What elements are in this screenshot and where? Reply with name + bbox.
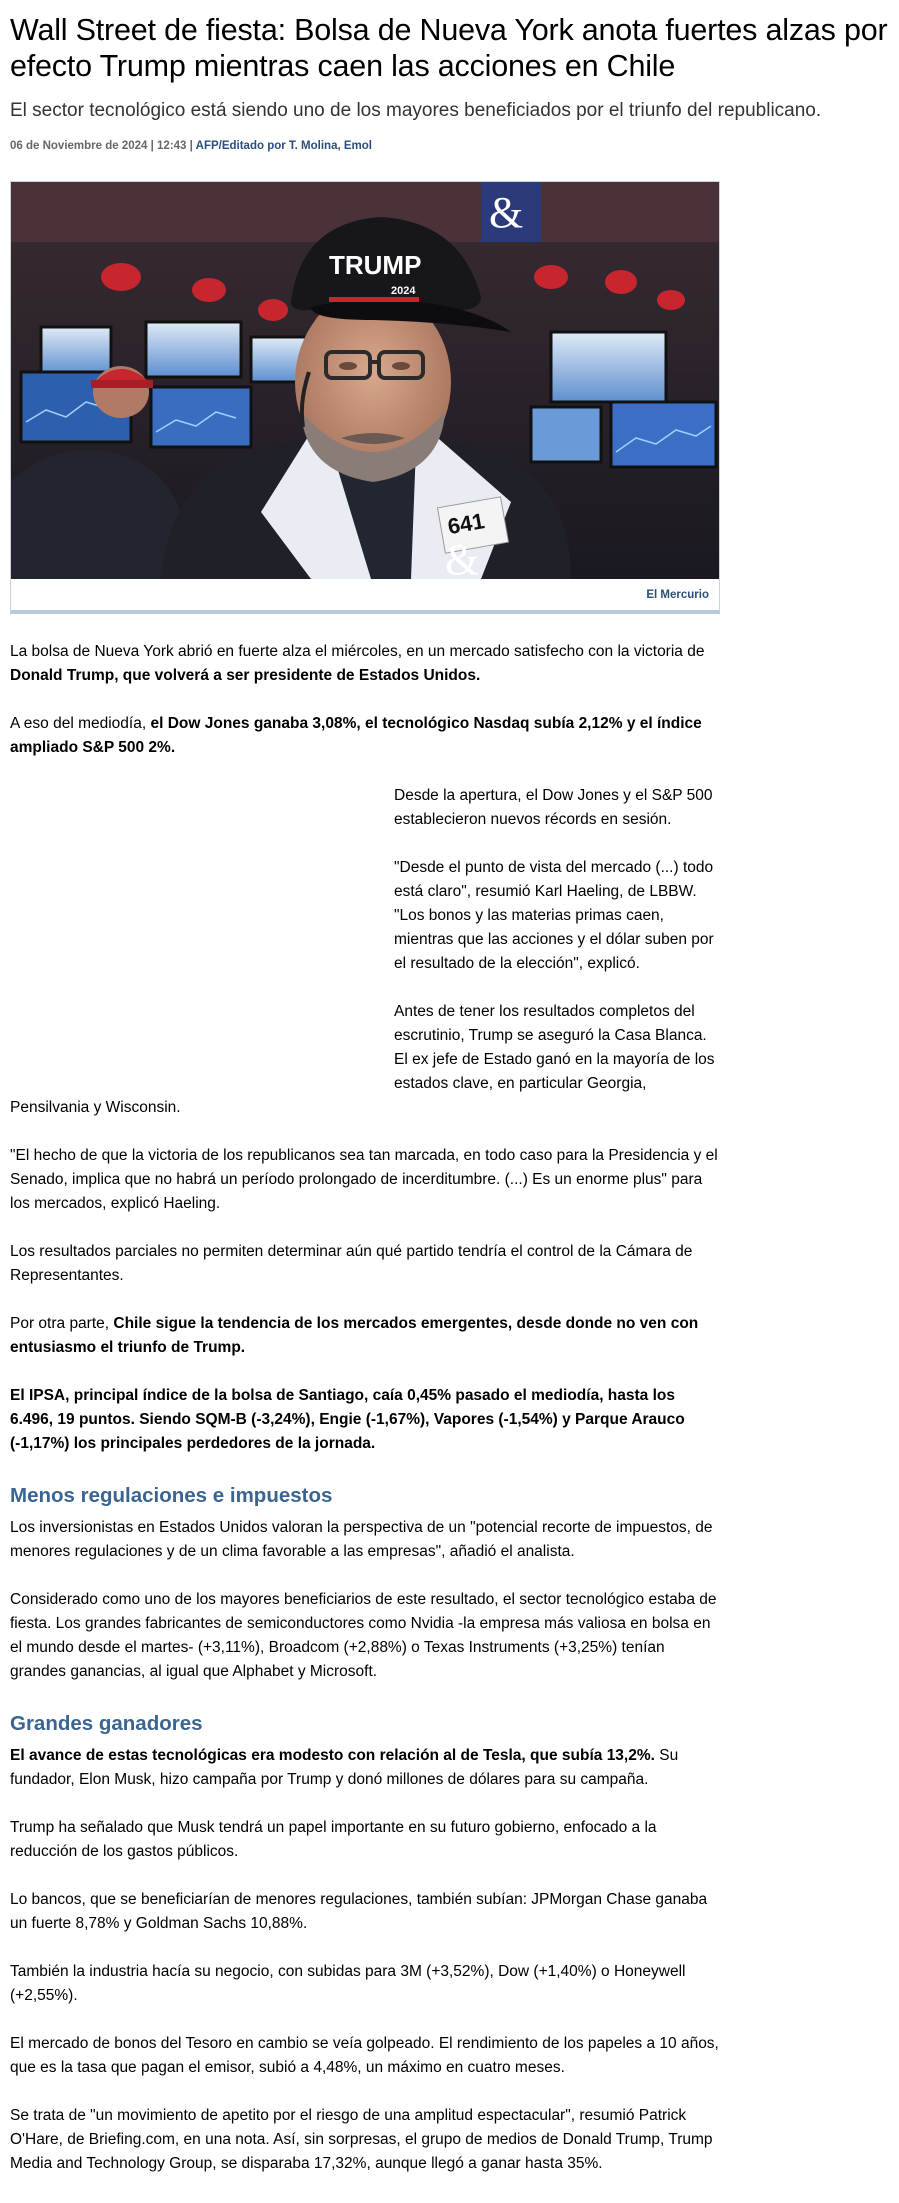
paragraph: Por otra parte, Chile sigue la tendencia de los mercados emergentes, desde donde no ven con entusiasmo el triunfo de Trump. (10, 1315, 699, 1356)
article-body (10, 640, 722, 2200)
cap-text: TRUMP (329, 250, 422, 280)
svg-text:&: & (445, 535, 480, 579)
article-date: 06 de Noviembre de 2024 | 12:43 | (10, 140, 196, 152)
paragraph: El mercado de bonos del Tesoro en cambio se veía golpeado. El rendimiento de los papeles a 10 años, que es la tasa que pagan el emisor, subió a 4,48%, un máximo en cuatro meses. (10, 2035, 719, 2076)
paragraph: El IPSA, principal índice de la bolsa de Santiago, caía 0,45% pasado el mediodía, hasta los 6.496, 19 puntos. Siendo SQM-B (-3,24%), Engie (-1,67%), Vapores (-1,54%) y Parque Arauco (-1,17%) los principales perdedores de la jornada. (10, 1387, 685, 1452)
paragraph: "Desde el punto de vista del mercado (...) todo está claro", resumió Karl Haeling, de LBBW. "Los bonos y las materias primas caen, mientras que las acciones y el dólar suben por el resultado de la elección", explicó. (394, 859, 714, 972)
article-figure (10, 181, 720, 614)
paragraph: Los inversionistas en Estados Unidos valoran la perspectiva de un "potencial recorte de impuestos, de menores regulaciones y de un clima favorable a las empresas", añadió el analista. (10, 1519, 713, 1560)
article-author-link[interactable]: AFP/Editado por T. Molina, Emol (195, 140, 372, 152)
paragraph: Lo bancos, que se beneficiarían de menores regulaciones, también subían: JPMorgan Chase ganaba un fuerte 8,78% y Goldman Sachs 10,88%. (10, 1891, 708, 1932)
paragraph: También la industria hacía su negocio, con subidas para 3M (+3,52%), Dow (+1,40%) o Honeywell (+2,55%). (10, 1963, 686, 2004)
paragraph: Los resultados parciales no permiten determinar aún qué partido tendría el control de la Cámara de Representantes. (10, 1243, 693, 1284)
svg-text:&: & (489, 188, 524, 237)
paragraph: Desde la apertura, el Dow Jones y el S&P 500 establecieron nuevos récords en sesión. (394, 787, 713, 828)
article-meta (10, 140, 372, 152)
photo-credit: El Mercurio (646, 589, 709, 601)
paragraph: A eso del mediodía, el Dow Jones ganaba 3,08%, el tecnológico Nasdaq subía 2,12% y el índice ampliado S&P 500 2%. (10, 715, 702, 756)
paragraph: La bolsa de Nueva York abrió en fuerte alza el miércoles, en un mercado satisfecho con la victoria de Donald Trump, que volverá a ser presidente de Estados Unidos. (10, 643, 705, 684)
paragraph: Se trata de "un movimiento de apetito por el riesgo de una amplitud espectacular", resumió Patrick O'Hare, de Briefing.com, en una nota. Así, sin sorpresas, el grupo de medios de Donald Trump, Trump Media and Technology Group, se disparaba 17,32%, aunque llegó a ganar hasta 35%. (10, 2107, 713, 2172)
article-subtitle: El sector tecnológico está siendo uno de los mayores beneficiados por el triunfo del republicano. (10, 100, 822, 121)
paragraph: El avance de estas tecnológicas era modesto con relación al de Tesla, que subía 13,2%. Su fundador, Elon Musk, hizo campaña por Trump y donó millones de dólares para su campaña. (10, 1747, 679, 1788)
paragraph: Antes de tener los resultados completos del escrutinio, Trump se aseguró la Casa Blanca. El ex jefe de Estado ganó en la mayoría de los estados clave, en particular Georgia, Pensilvania y Wisconsin. (10, 1003, 715, 1116)
cap-year: 2024 (391, 285, 416, 297)
section-heading: Grandes ganadores (10, 1712, 203, 1735)
paragraph: "El hecho de que la victoria de los republicanos sea tan marcada, en todo caso para la Presidencia y el Senado, implica que no habrá un período prolongado de incerditumbre. (...) Es un enorme plus" para los mercados, explicó Haeling. (10, 1147, 718, 1212)
paragraph: Considerado como uno de los mayores beneficiarios de este resultado, el sector tecnológico estaba de fiesta. Los grandes fabricantes de semiconductores como Nvidia -la empresa más valiosa en bolsa en el mundo desde el martes- (+3,11%), Broadcom (+2,88%) o Texas Instruments (+3,25%) tenían grandes ganancias, al igual que Alphabet y Microsoft. (10, 1591, 717, 1680)
article-headline: Wall Street de fiesta: Bolsa de Nueva York anota fuertes alzas por efecto Trump mientras caen las acciones en Chile (10, 13, 888, 83)
trader-photo-illustration (11, 182, 719, 579)
paragraph: Trump ha señalado que Musk tendrá un papel importante en su futuro gobierno, enfocado a la reducción de los gastos públicos. (10, 1819, 657, 1860)
ad-placeholder (10, 784, 394, 1074)
article-photo[interactable] (11, 182, 719, 579)
section-heading: Menos regulaciones e impuestos (10, 1484, 333, 1507)
trader-badge-number: 641 (445, 508, 487, 540)
